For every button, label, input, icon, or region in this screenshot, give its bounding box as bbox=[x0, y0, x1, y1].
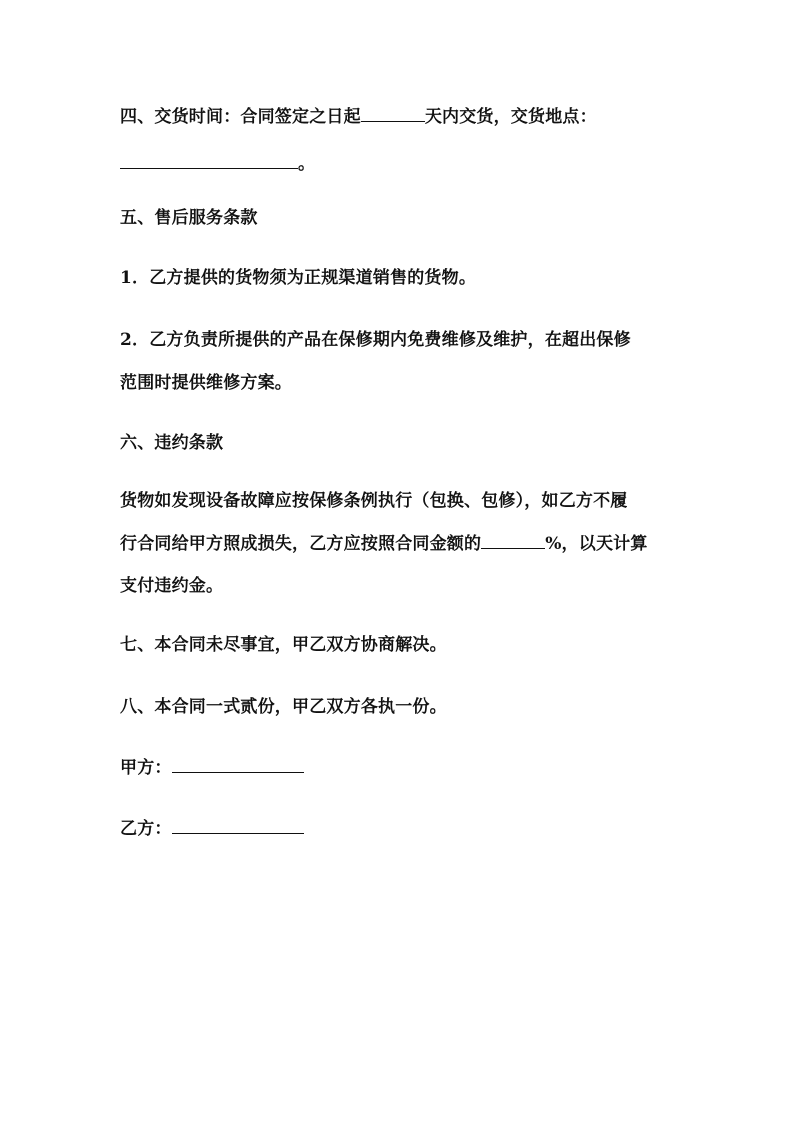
signature-party-a bbox=[120, 754, 304, 782]
after-sales-item-2-line-1: 2．乙方负责所提供的产品在保修期内免费维修及维护，在超出保修 bbox=[120, 330, 631, 350]
after-sales-item-2-line-2: 范围时提供维修方案。 bbox=[120, 373, 292, 393]
delivery-days-blank bbox=[361, 104, 425, 122]
breach-text-b: %，以天计算 bbox=[545, 534, 648, 554]
delivery-text-a: 四、交货时间：合同签定之日起 bbox=[120, 107, 361, 127]
party-b-label: 乙方： bbox=[120, 819, 172, 839]
party-b-signature-blank bbox=[172, 816, 304, 834]
delivery-location-blank bbox=[120, 151, 298, 169]
breach-line-2 bbox=[120, 530, 648, 558]
breach-percent-blank bbox=[481, 531, 545, 549]
delivery-text-b: 天内交货，交货地点： bbox=[424, 107, 597, 127]
after-sales-heading: 五、售后服务条款 bbox=[120, 208, 258, 228]
delivery-line-end: 。 bbox=[298, 154, 316, 174]
breach-line-3: 支付违约金。 bbox=[120, 576, 224, 596]
clause-seven: 七、本合同未尽事宜，甲乙双方协商解决。 bbox=[120, 635, 447, 655]
signature-party-b bbox=[120, 815, 304, 843]
party-a-label: 甲方： bbox=[120, 758, 172, 778]
delivery-line-1 bbox=[120, 103, 597, 131]
clause-eight: 八、本合同一式贰份，甲乙双方各执一份。 bbox=[120, 697, 447, 717]
breach-line-1: 货物如发现设备故障应按保修条例执行（包换、包修），如乙方不履 bbox=[120, 491, 628, 511]
breach-text-a: 行合同给甲方照成损失，乙方应按照合同金额的 bbox=[120, 534, 482, 554]
breach-heading: 六、违约条款 bbox=[120, 433, 224, 453]
delivery-line-2 bbox=[120, 150, 315, 178]
after-sales-item-1: 1．乙方提供的货物须为正规渠道销售的货物。 bbox=[120, 268, 477, 288]
party-a-signature-blank bbox=[172, 755, 304, 773]
